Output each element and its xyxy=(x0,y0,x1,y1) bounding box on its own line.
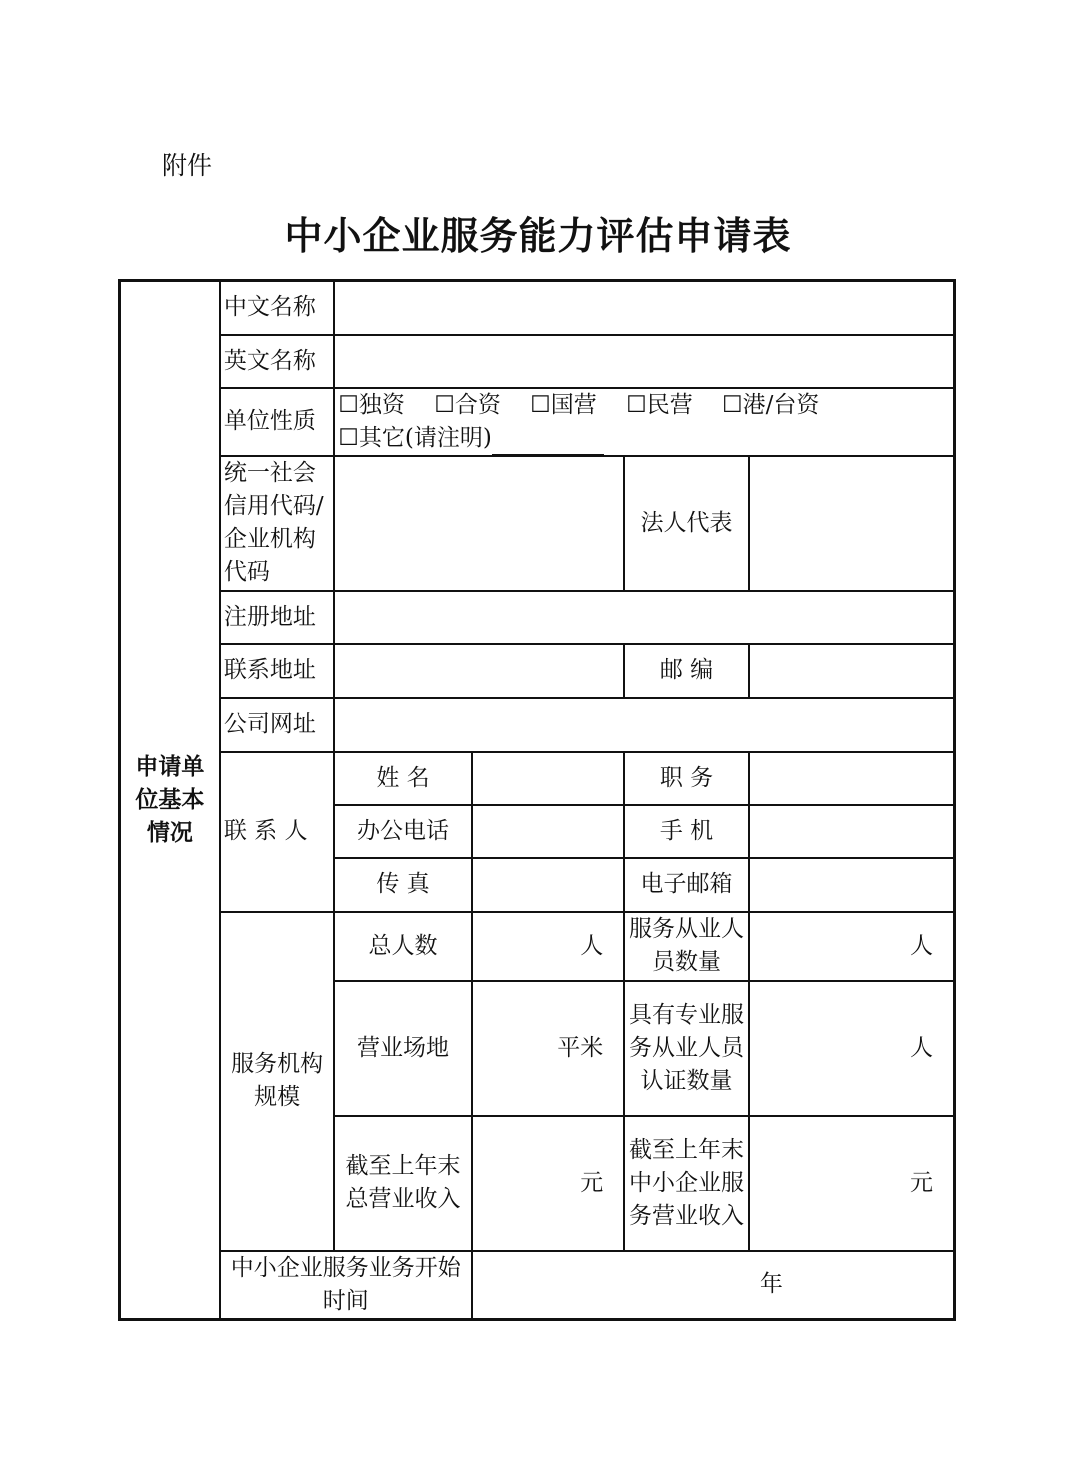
english-name-field[interactable] xyxy=(334,335,954,388)
sme-revenue-field[interactable]: 元 xyxy=(749,1116,955,1251)
page-title: 中小企业服务能力评估申请表 xyxy=(284,214,792,258)
attachment-label: 附件 xyxy=(162,151,213,180)
total-revenue-label: 截至上年末总营业收入 xyxy=(334,1116,471,1251)
website-label: 公司网址 xyxy=(220,698,334,752)
total-staff-field[interactable]: 人 xyxy=(472,912,625,981)
unit-nature-options xyxy=(334,388,954,456)
other-blank-line[interactable] xyxy=(492,428,604,455)
checkbox-hk-tw[interactable]: ☐港/台资 xyxy=(722,391,820,418)
contact-person-label: 联 系 人 xyxy=(220,752,334,912)
email-field[interactable] xyxy=(749,858,955,912)
email-label: 电子邮箱 xyxy=(624,858,748,912)
total-staff-label: 总人数 xyxy=(334,912,471,981)
reg-address-label: 注册地址 xyxy=(220,591,334,644)
checkbox-other[interactable]: ☐其它(请注明) xyxy=(338,422,950,455)
fax-field[interactable] xyxy=(472,858,625,912)
business-area-field[interactable]: 平米 xyxy=(472,981,625,1116)
service-staff-label: 服务从业人员数量 xyxy=(624,912,748,981)
start-time-label: 中小企业服务业务开始时间 xyxy=(220,1251,472,1320)
english-name-label: 英文名称 xyxy=(220,335,334,388)
contact-address-field[interactable] xyxy=(334,644,624,698)
office-phone-field[interactable] xyxy=(472,805,625,858)
legal-rep-field[interactable] xyxy=(749,456,955,591)
reg-address-field[interactable] xyxy=(334,591,954,644)
contact-address-label: 联系地址 xyxy=(220,644,334,698)
legal-rep-label: 法人代表 xyxy=(624,456,748,591)
name-label: 姓 名 xyxy=(334,752,471,805)
position-label: 职 务 xyxy=(624,752,748,805)
start-time-field[interactable]: 年 xyxy=(472,1251,955,1320)
office-phone-label: 办公电话 xyxy=(334,805,471,858)
sme-revenue-label: 截至上年末中小企业服务营业收入 xyxy=(624,1116,748,1251)
chinese-name-label: 中文名称 xyxy=(220,281,334,335)
name-field[interactable] xyxy=(472,752,625,805)
mobile-label: 手 机 xyxy=(624,805,748,858)
section-label: 申请单位基本情况 xyxy=(120,281,220,1320)
mobile-field[interactable] xyxy=(749,805,955,858)
service-staff-field[interactable]: 人 xyxy=(749,912,955,981)
checkbox-sole-owned[interactable]: ☐独资 xyxy=(338,391,405,418)
postcode-label: 邮 编 xyxy=(624,644,748,698)
scale-label: 服务机构规模 xyxy=(220,912,334,1251)
business-area-label: 营业场地 xyxy=(334,981,471,1116)
unit-nature-label: 单位性质 xyxy=(220,388,334,456)
credit-code-label: 统一社会信用代码/企业机构代码 xyxy=(220,456,334,591)
checkbox-state-owned[interactable]: ☐国营 xyxy=(530,391,597,418)
chinese-name-field[interactable] xyxy=(334,281,954,335)
position-field[interactable] xyxy=(749,752,955,805)
fax-label: 传 真 xyxy=(334,858,471,912)
application-form-table xyxy=(118,279,956,1321)
website-field[interactable] xyxy=(334,698,954,752)
certified-staff-field[interactable]: 人 xyxy=(749,981,955,1116)
total-revenue-field[interactable]: 元 xyxy=(472,1116,625,1251)
postcode-field[interactable] xyxy=(749,644,955,698)
credit-code-field[interactable] xyxy=(334,456,624,591)
certified-staff-label: 具有专业服务从业人员认证数量 xyxy=(624,981,748,1116)
checkbox-private[interactable]: ☐民营 xyxy=(626,391,693,418)
checkbox-joint-venture[interactable]: ☐合资 xyxy=(434,391,501,418)
